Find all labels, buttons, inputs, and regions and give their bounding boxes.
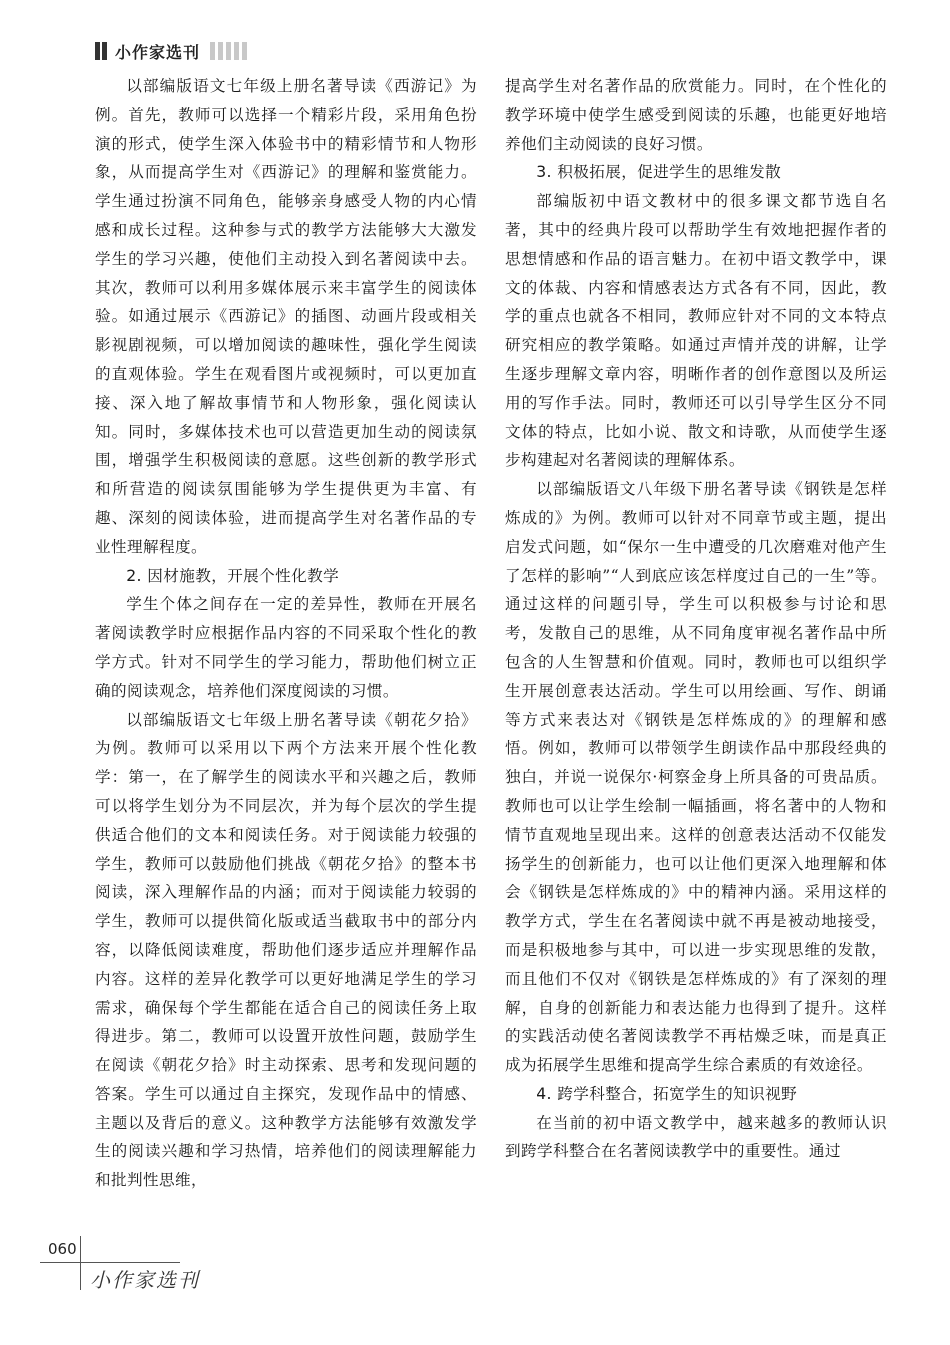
header-stripe-icon bbox=[226, 42, 231, 60]
header-stripe-icon bbox=[210, 42, 215, 60]
footer-divider bbox=[40, 1262, 180, 1263]
header-stripe-icon bbox=[234, 42, 239, 60]
paragraph: 在当前的初中语文教学中，越来越多的教师认识到跨学科整合在名著阅读教学中的重要性。通过 bbox=[505, 1113, 887, 1161]
header-bar-icon bbox=[102, 42, 107, 60]
journal-header bbox=[95, 38, 250, 64]
page-number: 060 bbox=[48, 1240, 77, 1258]
header-stripe-icon bbox=[242, 42, 247, 60]
paragraph: 部编版初中语文教材中的很多课文都节选自名著，其中的经典片段可以帮助学生有效地把握作者的思想情感和作品的语言魅力。在初中语文教学中，课文的体裁、内容和情感表达方式各有不同，因此，教学的重点也就各不相同，教师应针对不同的文本特点研究相应的教学策略。如通过声情并茂的讲解，让学生逐步理解文章内容，明晰作者的创作意图以及所运用的写作手法。同时，教师还可以引导学生区分不同文体的特点，比如小说、散文和诗歌，从而使学生逐步构建起对名著阅读的理解体系。 bbox=[505, 192, 887, 470]
right-column bbox=[505, 72, 887, 1166]
paragraph: 以部编版语文七年级上册名著导读《朝花夕拾》为例。教师可以采用以下两个方法来开展个性化教学：第一，在了解学生的阅读水平和兴趣之后，教师可以将学生划分为不同层次，并为每个层次的学生提供适合他们的文本和阅读任务。对于阅读能力较强的学生，教师可以鼓励他们挑战《朝花夕拾》的整本书阅读，深入理解作品的内涵；而对于阅读能力较弱的学生，教师可以提供简化版或适当截取书中的部分内容，以降低阅读难度，帮助他们逐步适应并理解作品内容。这样的差异化教学可以更好地满足学生的学习需求，确保每个学生都能在适合自己的阅读任务上取得进步。第二，教师可以设置开放性问题，鼓励学生在阅读《朝花夕拾》时主动探索、思考和发现问题的答案。学生可以通过自主探究，发现作品中的情感、主题以及背后的意义。这种教学方法能够有效激发学生的阅读兴趣和学习热情，培养他们的阅读理解能力和批判性思维， bbox=[95, 710, 477, 1190]
section-heading: 3. 积极拓展，促进学生的思维发散 bbox=[536, 163, 782, 182]
section-heading: 4. 跨学科整合，拓宽学生的知识视野 bbox=[536, 1084, 798, 1103]
section-heading: 2. 因材施教，开展个性化教学 bbox=[126, 566, 340, 585]
paragraph: 以部编版语文八年级下册名著导读《钢铁是怎样炼成的》为例。教师可以针对不同章节或主题，提出启发式问题，如“保尔一生中遭受的几次磨难对他产生了怎样的影响”“人到底应该怎样度过自己的一生”等。通过这样的问题引导，学生可以积极参与讨论和思考，发散自己的思维，从不同角度审视名著作品中所包含的人生智慧和价值观。同时，教师也可以组织学生开展创意表达活动。学生可以用绘画、写作、朗诵等方式来表达对《钢铁是怎样炼成的》的理解和感悟。例如，教师可以带领学生朗读作品中那段经典的独白，并说一说保尔·柯察金身上所具备的可贵品质。教师也可以让学生绘制一幅插画，将名著中的人物和情节直观地呈现出来。这样的创意表达活动不仅能发扬学生的创新能力，也可以让他们更深入地理解和体会《钢铁是怎样炼成的》中的精神内涵。采用这样的教学方式，学生在名著阅读中就不再是被动地接受，而是积极地参与其中，可以进一步实现思维的发散，而且他们不仅对《钢铁是怎样炼成的》有了深刻的理解，自身的创新能力和表达能力也得到了提升。这样的实践活动使名著阅读教学不再枯燥乏味，而是真正成为拓展学生思维和提高学生综合素质的有效途径。 bbox=[505, 480, 887, 1075]
left-column bbox=[95, 72, 477, 1195]
footer-logo: 小作家选刊 bbox=[90, 1268, 200, 1292]
footer-divider-vertical bbox=[80, 1236, 81, 1290]
paragraph: 以部编版语文七年级上册名著导读《西游记》为例。首先，教师可以选择一个精彩片段，采用角色扮演的形式，使学生深入体验书中的精彩情节和人物形象，从而提高学生对《西游记》的理解和鉴赏能力。学生通过扮演不同角色，能够亲身感受人物的内心情感和成长过程。这种参与式的教学方法能够大大激发学生的学习兴趣，使他们主动投入到名著阅读中去。其次，教师可以利用多媒体展示来丰富学生的阅读体验。如通过展示《西游记》的插图、动画片段或相关影视剧视频，可以增加阅读的趣味性，强化学生阅读的直观体验。学生在观看图片或视频时，可以更加直接、深入地了解故事情节和人物形象，强化阅读认知。同时，多媒体技术也可以营造更加生动的阅读氛围，增强学生积极阅读的意愿。这些创新的教学形式和所营造的阅读氛围能够为学生提供更为丰富、有趣、深刻的阅读体验，进而提高学生对名著作品的专业性理解程度。 bbox=[95, 77, 477, 556]
header-bar-icon bbox=[95, 42, 100, 60]
paragraph: 学生个体之间存在一定的差异性，教师在开展名著阅读教学时应根据作品内容的不同采取个性化的教学方式。针对不同学生的学习能力，帮助他们树立正确的阅读观念，培养他们深度阅读的习惯。 bbox=[95, 595, 477, 700]
paragraph: 提高学生对名著作品的欣赏能力。同时，在个性化的教学环境中使学生感受到阅读的乐趣，也能更好地培养他们主动阅读的良好习惯。 bbox=[505, 77, 887, 153]
header-stripe-icon bbox=[218, 42, 223, 60]
journal-title: 小作家选刊 bbox=[115, 42, 201, 62]
